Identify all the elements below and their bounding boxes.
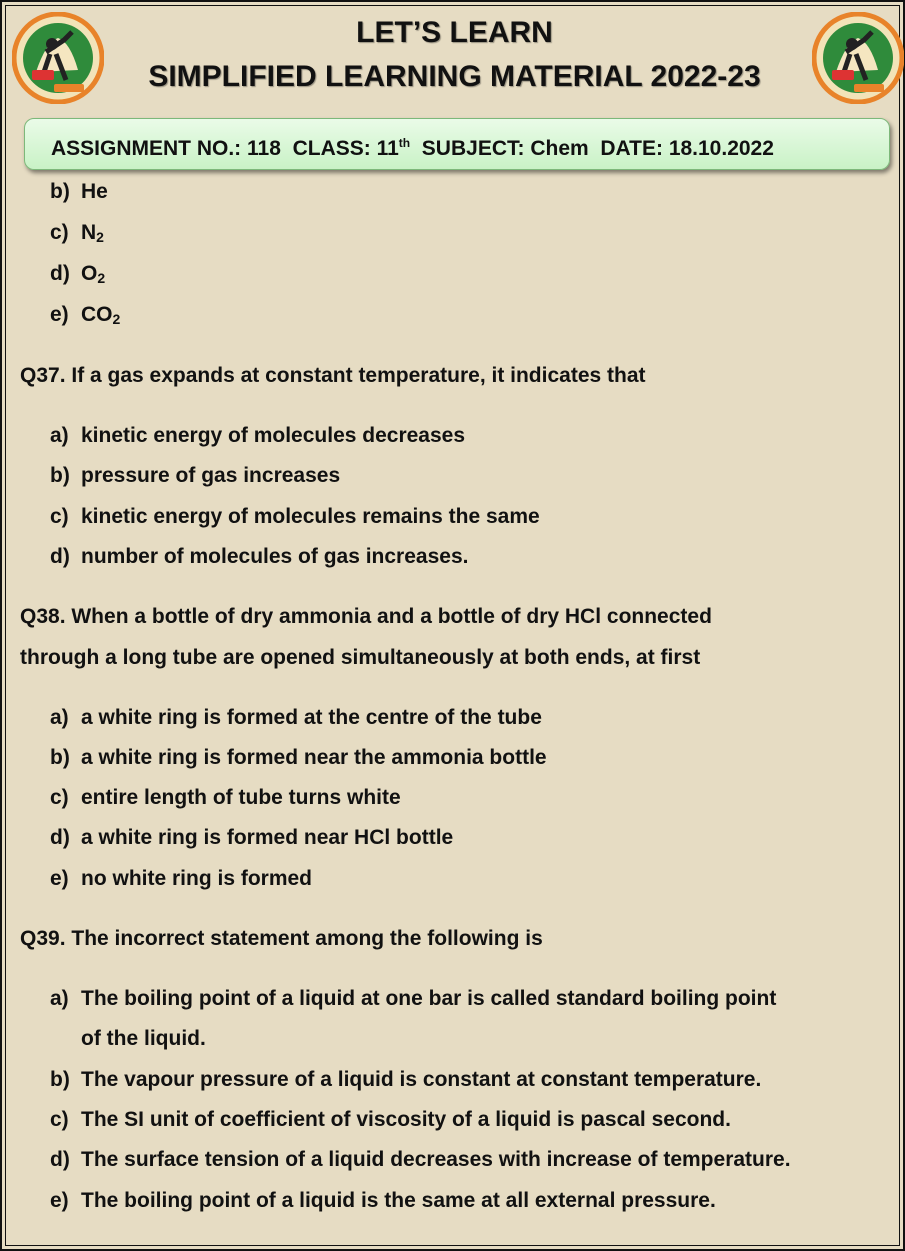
option-text-continued: of the liquid. <box>81 1027 206 1050</box>
class-superscript: th <box>398 136 411 150</box>
option-text: kinetic energy of molecules remains the same <box>81 505 540 528</box>
option-letter: d) <box>50 1148 70 1171</box>
option-text: a white ring is formed near the ammonia bottle <box>81 746 547 769</box>
subject-value: Chem <box>530 137 589 160</box>
option-text: $O_2$ <box>81 262 106 286</box>
option-text: kinetic energy of molecules decreases <box>81 424 466 447</box>
option-text: number of molecules of gas increases. <box>81 545 469 568</box>
subject-label: SUBJECT: <box>421 137 525 160</box>
option-letter: b) <box>50 180 70 203</box>
option-text: The boiling point of a liquid at one bar is called standard boiling point <box>81 987 777 1010</box>
date-value: 18.10.2022 <box>668 137 774 160</box>
option-text: entire length of tube turns white <box>81 786 401 809</box>
option-letter: a) <box>50 706 69 729</box>
assignment-number: 118 <box>247 137 281 160</box>
option-letter: d) <box>50 545 70 568</box>
option-text: The SI unit of coefficient of viscosity of a liquid is pascal second. <box>81 1108 731 1131</box>
option-text: He <box>81 180 108 203</box>
option-text: The surface tension of a liquid decreases with increase of temperature. <box>81 1148 791 1171</box>
question-text: Q39. The incorrect statement among the following is <box>20 927 543 950</box>
option-letter: c) <box>50 1108 69 1131</box>
assignment-banner <box>24 118 890 170</box>
option-letter: d) <box>50 262 70 285</box>
header-title-line1: LET’S LEARN <box>356 16 553 49</box>
option-text: $N_2$ <box>81 221 104 245</box>
option-letter: b) <box>50 464 70 487</box>
option-letter: e) <box>50 867 69 890</box>
option-letter: a) <box>50 424 69 447</box>
option-text: a white ring is formed at the centre of the tube <box>81 706 542 729</box>
question-text: Q38. When a bottle of dry ammonia and a bottle of dry HCl connected <box>20 605 712 628</box>
option-letter: c) <box>50 221 69 244</box>
option-letter: b) <box>50 1068 70 1091</box>
option-letter: e) <box>50 303 69 326</box>
date-label: DATE: <box>600 137 663 160</box>
option-letter: c) <box>50 786 69 809</box>
option-text: The vapour pressure of a liquid is constant at constant temperature. <box>81 1068 762 1091</box>
assignment-label: ASSIGNMENT NO.: <box>51 137 242 160</box>
class-value: 11 <box>376 137 399 160</box>
option-letter: a) <box>50 987 69 1010</box>
option-letter: d) <box>50 826 70 849</box>
header-title-line2: SIMPLIFIED LEARNING MATERIAL 2022-23 <box>148 60 761 93</box>
option-text: $CO_2$ <box>81 303 121 327</box>
option-text: The boiling point of a liquid is the same at all external pressure. <box>81 1189 716 1212</box>
option-text: pressure of gas increases <box>81 464 341 487</box>
question-text: Q37. If a gas expands at constant temperature, it indicates that <box>20 364 646 387</box>
option-letter: e) <box>50 1189 69 1212</box>
option-letter: c) <box>50 505 69 528</box>
question-text-continued: through a long tube are opened simultaneously at both ends, at first <box>20 646 701 669</box>
option-text: a white ring is formed near HCl bottle <box>81 826 454 849</box>
class-label: CLASS: <box>292 137 371 160</box>
option-letter: b) <box>50 746 70 769</box>
option-text: no white ring is formed <box>81 867 313 890</box>
